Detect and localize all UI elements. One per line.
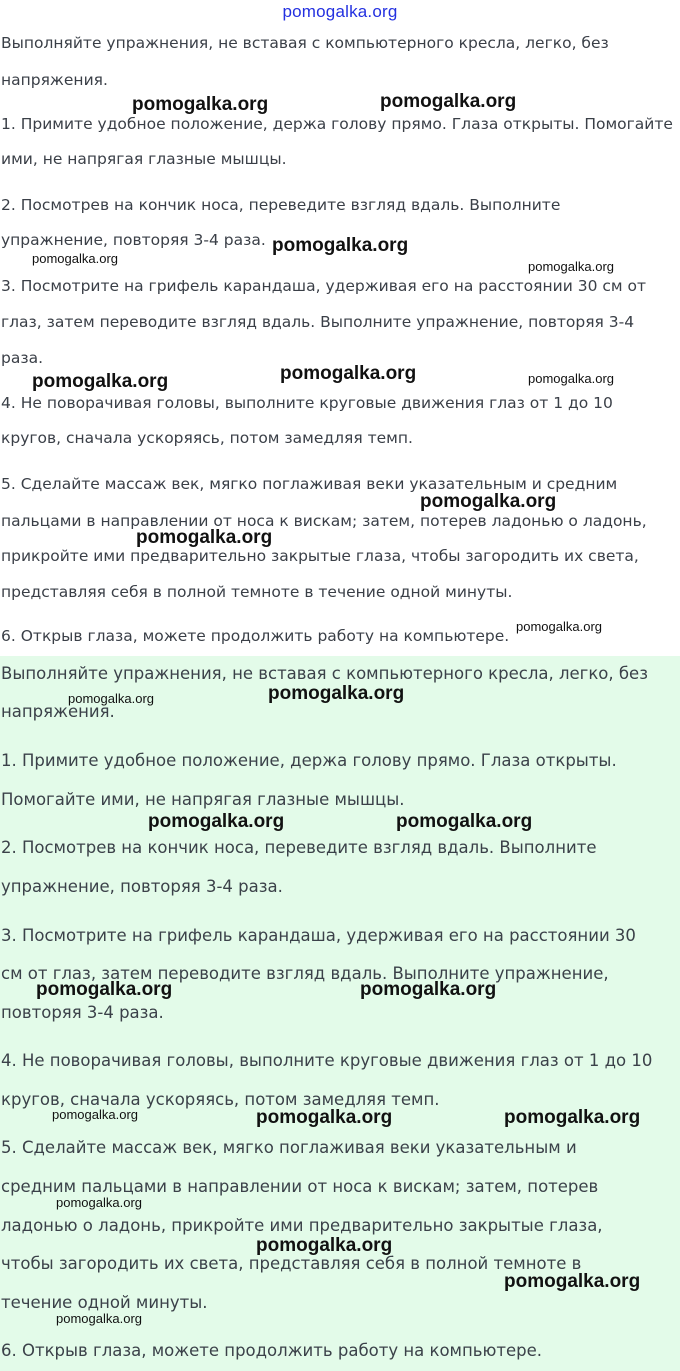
exercise-section-bottom xyxy=(0,656,680,1371)
watermark: pomogalka.org xyxy=(132,94,269,115)
watermark: pomogalka.org xyxy=(528,371,614,386)
text-line: 4. Не поворачивая головы, выполните круговые движения глаз от 1 до 10 xyxy=(1,394,613,412)
text-line: представляя себя в полной темноте в течение одной минуты. xyxy=(1,583,513,601)
text-line: ладонью о ладонь, прикройте ими предварительно закрытые глаза, xyxy=(1,1216,603,1235)
text-line: 6. Открыв глаза, можете продолжить работу на компьютере. xyxy=(1,627,510,645)
watermark: pomogalka.org xyxy=(148,811,285,832)
text-line: раза. xyxy=(1,349,44,367)
watermark: pomogalka.org xyxy=(272,235,409,256)
watermark: pomogalka.org xyxy=(268,683,405,704)
text-line: упражнение, повторяя 3-4 раза. xyxy=(1,231,266,249)
watermark: pomogalka.org xyxy=(360,979,497,1000)
text-line: напряжения. xyxy=(1,71,108,89)
watermark: pomogalka.org xyxy=(36,979,173,1000)
text-line: пальцами в направлении от носа к вискам; затем, потерев ладонью о ладонь, xyxy=(1,512,647,530)
text-line: чтобы загородить их света, представляя себя в полной темноте в xyxy=(1,1254,582,1273)
watermark: pomogalka.org xyxy=(420,491,557,512)
text-line: Выполняйте упражнения, не вставая с компьютерного кресла, легко, без xyxy=(1,664,648,683)
watermark: pomogalka.org xyxy=(56,1311,142,1326)
text-line: кругов, сначала ускоряясь, потом замедляя темп. xyxy=(1,1090,440,1109)
watermark: pomogalka.org xyxy=(52,1107,138,1122)
watermark: pomogalka.org xyxy=(504,1107,641,1128)
text-line: 1. Примите удобное положение, держа голову прямо. Глаза открыты. xyxy=(1,751,617,770)
text-line: течение одной минуты. xyxy=(1,1293,208,1312)
watermark: pomogalka.org xyxy=(68,691,154,706)
text-line: 3. Посмотрите на грифель карандаша, удерживая его на расстоянии 30 см от xyxy=(1,277,647,295)
text-line: 3. Посмотрите на грифель карандаша, удерживая его на расстоянии 30 xyxy=(1,926,636,945)
text-line: кругов, сначала ускоряясь, потом замедляя темп. xyxy=(1,429,413,447)
text-line: 2. Посмотрев на кончик носа, переведите взгляд вдаль. Выполните xyxy=(1,196,561,214)
watermark: pomogalka.org xyxy=(56,1195,142,1210)
site-header-link[interactable]: pomogalka.org xyxy=(282,2,398,21)
watermark: pomogalka.org xyxy=(396,811,533,832)
watermark: pomogalka.org xyxy=(136,527,273,548)
text-line: 1. Примите удобное положение, держа голову прямо. Глаза открыты. Помогайте xyxy=(1,115,673,133)
text-line: 5. Сделайте массаж век, мягко поглаживая веки указательным и средним xyxy=(1,475,618,493)
watermark: pomogalka.org xyxy=(504,1271,641,1292)
exercise-section-top xyxy=(0,26,680,656)
watermark: pomogalka.org xyxy=(32,251,118,266)
text-line: прикройте ими предварительно закрытые глаза, чтобы загородить их света, xyxy=(1,547,639,565)
watermark: pomogalka.org xyxy=(280,363,417,384)
watermark: pomogalka.org xyxy=(528,259,614,274)
text-line: глаз, затем переводите взгляд вдаль. Выполните упражнение, повторяя 3-4 xyxy=(1,313,635,331)
text-line: 6. Открыв глаза, можете продолжить работу на компьютере. xyxy=(1,1341,543,1360)
watermark: pomogalka.org xyxy=(32,371,169,392)
watermark: pomogalka.org xyxy=(380,91,517,112)
watermark: pomogalka.org xyxy=(516,619,602,634)
text-line: повторяя 3-4 раза. xyxy=(1,1003,164,1022)
watermark: pomogalka.org xyxy=(256,1235,393,1256)
text-line: 4. Не поворачивая головы, выполните круговые движения глаз от 1 до 10 xyxy=(1,1051,653,1070)
text-line: см от глаз, затем переводите взгляд вдаль. Выполните упражнение, xyxy=(1,964,609,983)
text-line: упражнение, повторяя 3-4 раза. xyxy=(1,877,283,896)
text-line: Помогайте ими, не напрягая глазные мышцы. xyxy=(1,790,405,809)
watermark: pomogalka.org xyxy=(256,1107,393,1128)
text-line: Выполняйте упражнения, не вставая с компьютерного кресла, легко, без xyxy=(1,34,609,52)
text-line: напряжения. xyxy=(1,702,115,721)
text-line: ими, не напрягая глазные мышцы. xyxy=(1,150,287,168)
text-line: 2. Посмотрев на кончик носа, переведите взгляд вдаль. Выполните xyxy=(1,838,597,857)
text-line: 5. Сделайте массаж век, мягко поглаживая веки указательным и xyxy=(1,1138,577,1157)
text-line: средним пальцами в направлении от носа к вискам; затем, потерев xyxy=(1,1177,599,1196)
